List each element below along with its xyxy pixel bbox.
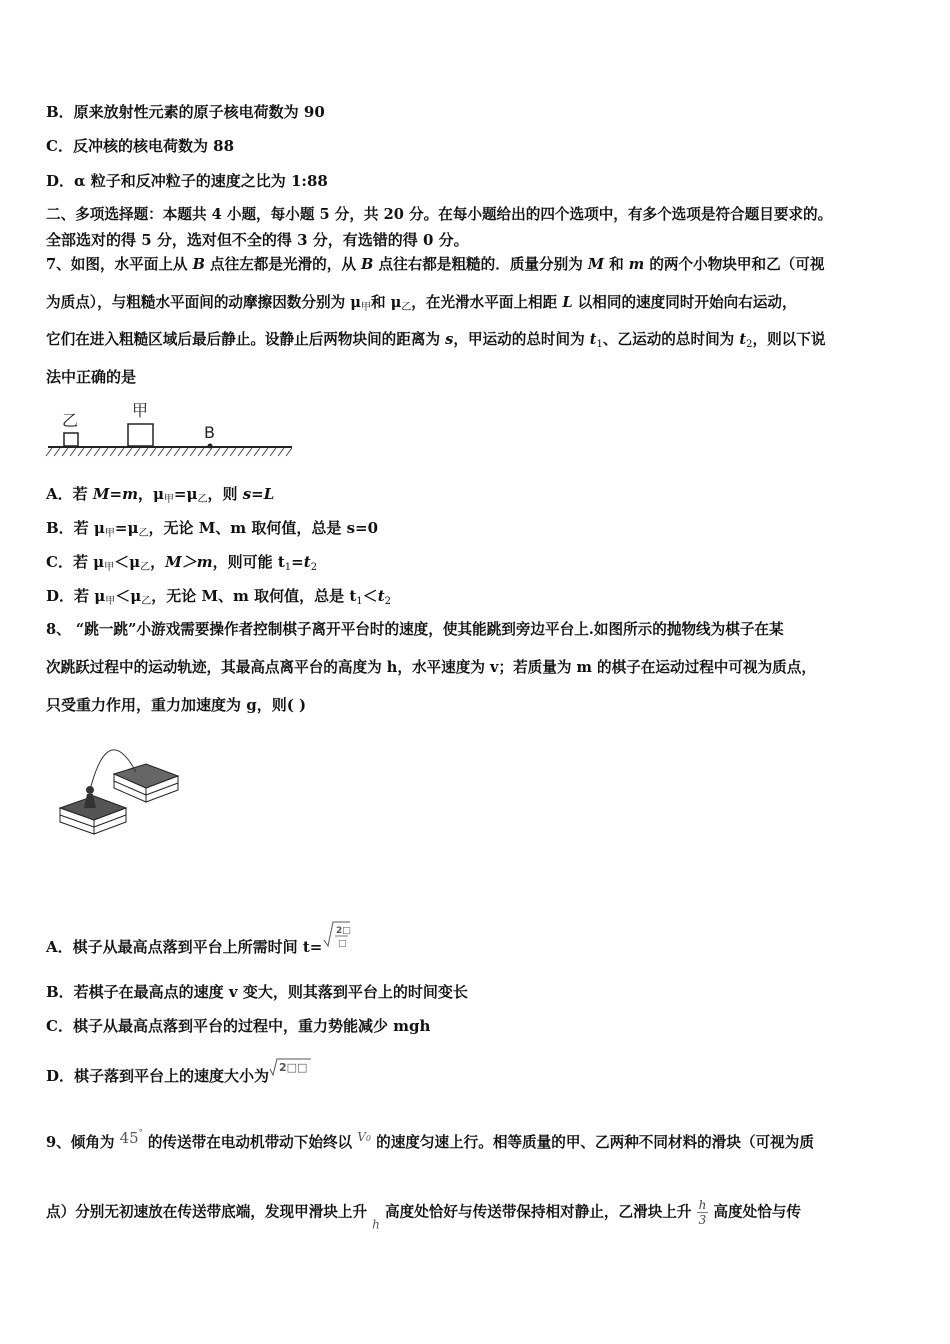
speed-symbol: V0	[357, 1130, 371, 1144]
q8-option-c: C．棋子从最高点落到平台的过程中，重力势能减少 mgh	[46, 1017, 431, 1035]
height-symbol: h	[372, 1217, 380, 1232]
label-b: B	[204, 423, 215, 442]
q8-text-line3: 只受重力作用，重力加速度为 g，则( )	[46, 696, 307, 714]
label-yi: 乙	[62, 411, 79, 430]
label-jia: 甲	[132, 401, 149, 420]
section2-heading-line2: 全部选对的得 5 分，选对但不全的得 3 分，有选错的得 0 分。	[46, 231, 469, 249]
svg-text:□: □	[338, 939, 347, 949]
ground-hatching	[46, 448, 292, 456]
q8-option-d: D．棋子落到平台上的速度大小为 2□□	[46, 1057, 313, 1085]
sqrt-expression-a	[322, 920, 352, 956]
q9-text-line2: 点）分别无初速放在传送带底端，发现甲滑块上升 $_h$ 高度处恰好与传送带保持相对静止，乙滑块上升 $\frac{h}{3}$ 高度处恰与传	[46, 1198, 801, 1232]
q7-option-a: A．若 M=m，$\mu_甲=\mu_乙$，则 s=L	[46, 485, 275, 505]
q7-text-line1: 7、如图，水平面上从 B 点往左都是光滑的，从 B 点往右都是粗糙的．质量分别为 M 和 m 的两个小物块甲和乙（可视	[46, 256, 825, 273]
q8-option-b: B．若棋子在最高点的速度 v 变大，则其落到平台上的时间变长	[46, 983, 468, 1001]
q8-option-a: A．棋子从最高点落到平台上所需时间 t= 2□ □	[46, 920, 352, 956]
angle-value: 45°	[119, 1128, 143, 1147]
height-fraction: $\frac{h}{3}$	[698, 1198, 707, 1227]
svg-text:2□□: 2□□	[279, 1061, 308, 1074]
q7-option-c: C．若 $\mu_甲<\mu_乙$，M＞m，则可能 $t_1=t_2$	[46, 553, 318, 573]
q8-figure	[56, 738, 186, 838]
q7-text-line4: 法中正确的是	[46, 368, 137, 386]
q6-option-b: B．原来放射性元素的原子核电荷数为 90	[46, 103, 325, 121]
q8-text-line1: 8、 “跳一跳”小游戏需要操作者控制棋子离开平台时的速度，使其能跳到旁边平台上.如图所示的抛物线为棋子在某	[46, 621, 784, 638]
svg-text:2□: 2□	[336, 926, 352, 936]
q7-number: 7、	[46, 256, 71, 273]
q6-option-d: D．α 粒子和反冲粒子的速度之比为 1:88	[46, 172, 328, 190]
block-jia	[128, 424, 153, 446]
q7-option-b: B．若 $\mu_甲=\mu_乙$，无论 M、m 取何值，总是 s=0	[46, 519, 379, 539]
q7-figure	[44, 396, 296, 460]
block-yi	[64, 433, 78, 446]
q8-text-line2: 次跳跃过程中的运动轨迹，其最高点离平台的高度为 h，水平速度为 v；若质量为 m 的棋子在运动过程中可视为质点，	[46, 659, 816, 676]
q6-option-c: C．反冲核的核电荷数为 88	[46, 137, 235, 155]
q7-option-d: D．若 $\mu_甲<\mu_乙$，无论 M、m 取何值，总是 $t_1<t_2$	[46, 587, 391, 607]
q7-text-line3: 它们在进入粗糙区域后最后静止。设静止后两物块间的距离为 s，甲运动的总时间为 $t_1$、乙运动的总时间为 $t_2$，则以下说	[46, 331, 826, 350]
q7-text-line2: 为质点），与粗糙水平面间的动摩擦因数分别为 $\mu_甲$和 $\mu_乙$，在光滑水平面上相距 L 以相同的速度同时开始向右运动，	[46, 294, 797, 313]
section2-heading-line1: 二、多项选择题：本题共 4 小题，每小题 5 分，共 20 分。在每小题给出的四个选项中，有多个选项是符合题目要求的。	[46, 206, 833, 223]
point-b	[208, 444, 213, 449]
chess-piece-head	[86, 786, 94, 794]
sqrt-expression-d	[269, 1057, 313, 1079]
q9-text-line1: 9、倾角为 45° 的传送带在电动机带动下始终以 $^{V0}$ 的速度匀速上行。相等质量的甲、乙两种不同材料的滑块（可视为质	[46, 1128, 814, 1151]
